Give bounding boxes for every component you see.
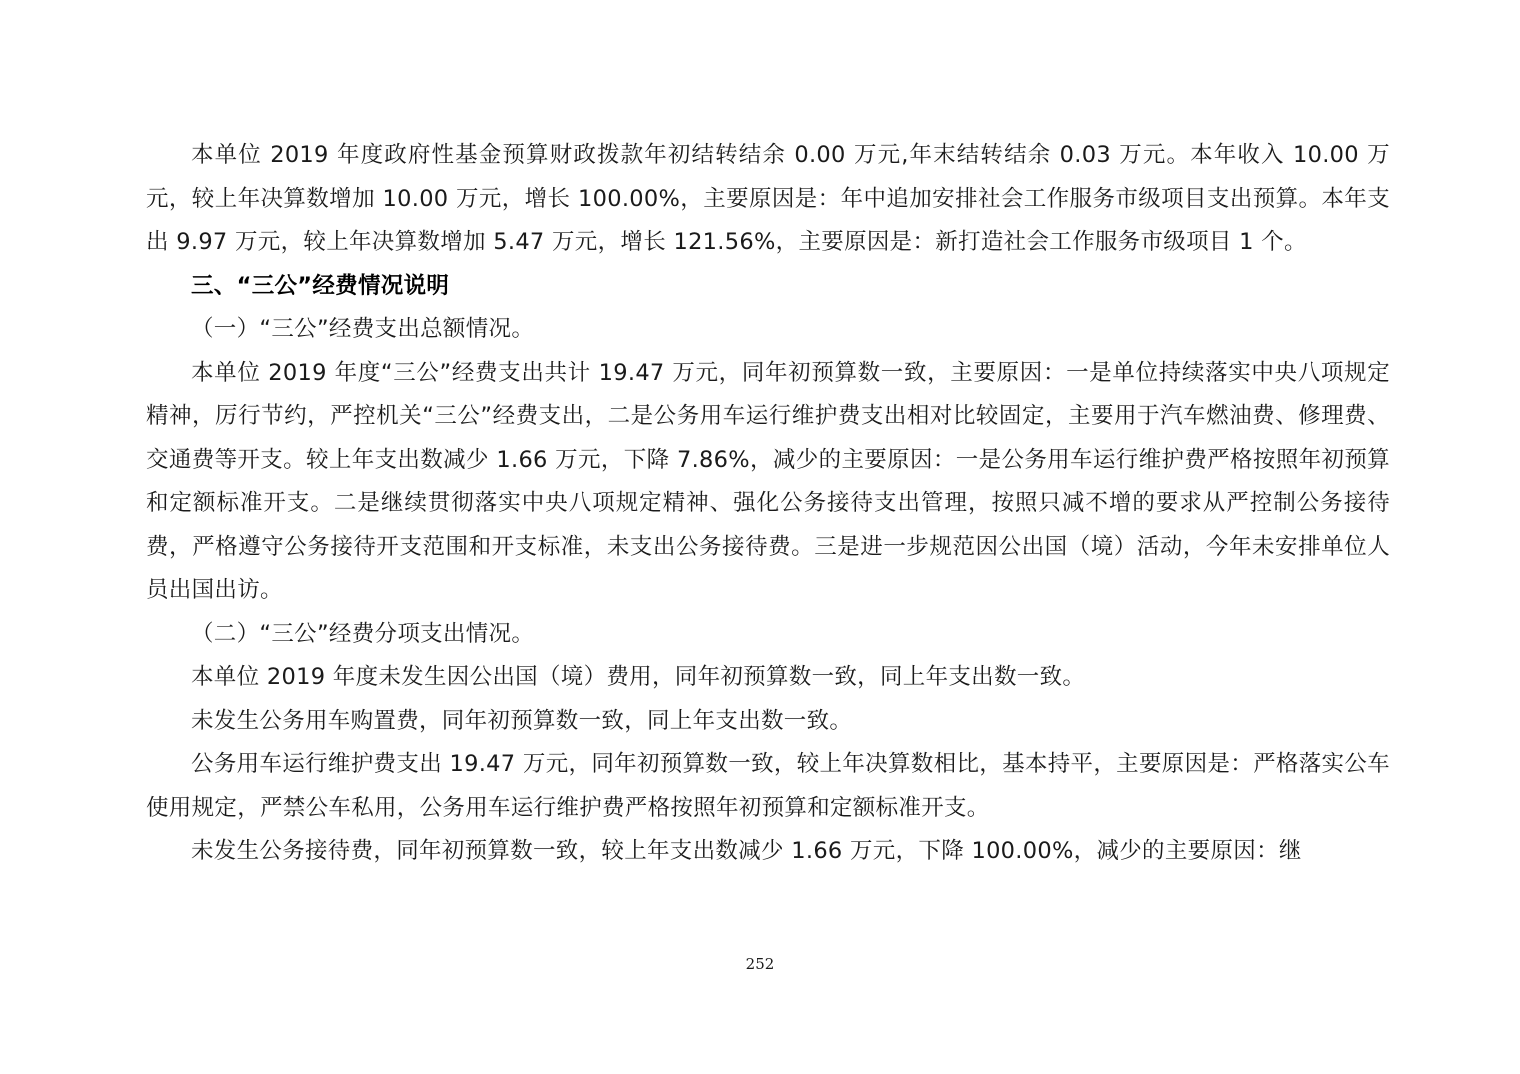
paragraph-official-reception: 未发生公务接待费，同年初预算数一致，较上年支出数减少 1.66 万元，下降 100.00%，减少的主要原因：继 — [191, 838, 1302, 864]
paragraph-fund-budget: 本单位 2019 年度政府性基金预算财政拨款年初结转结余 0.00 万元,年末结转结余 0.03 万元。本年收入 10.00 万元，较上年决算数增加 10.00 万元，增长 100.00%，主要原因是：年中追加安排社会工作服务市级项目支出预算。本年支出 9.97 万元，较上年决算数增加 5.47 万元，增长 121.56%，主要原因是：新打造社会工作服务市级项目 1 个。 — [146, 142, 1390, 255]
paragraph-total-expenses: 本单位 2019 年度“三公”经费支出共计 19.47 万元，同年初预算数一致，主要原因：一是单位持续落实中央八项规定精神，厉行节约，严控机关“三公”经费支出，二是公务用车运行维护费支出相对比较固定，主要用于汽车燃油费、修理费、交通费等开支。较上年支出数减少 1.66 万元，下降 7.86%，减少的主要原因：一是公务用车运行维护费严格按照年初预算和定额标准开支。二是继续贯彻落实中央八项规定精神、强化公务接待支出管理，按照只减不增的要求从严控制公务接待费，严格遵守公务接待开支范围和开支标准，未支出公务接待费。三是进一步规范因公出国（境）活动，今年未安排单位人员出国出访。 — [146, 359, 1390, 603]
subheading-total-expenses: （一）“三公”经费支出总额情况。 — [191, 316, 535, 342]
section-heading-three-public-expenses: 三、“三公”经费情况说明 — [191, 272, 450, 299]
paragraph-overseas-travel: 本单位 2019 年度未发生因公出国（境）费用，同年初预算数一致，同上年支出数一致。 — [191, 664, 1086, 690]
paragraph-vehicle-maintenance: 公务用车运行维护费支出 19.47 万元，同年初预算数一致，较上年决算数相比，基本持平，主要原因是：严格落实公车使用规定，严禁公车私用，公务用车运行维护费严格按照年初预算和定额标准开支。 — [146, 751, 1390, 821]
paragraph-vehicle-purchase: 未发生公务用车购置费，同年初预算数一致，同上年支出数一致。 — [191, 707, 853, 734]
document-body — [146, 134, 1390, 874]
page-number: 252 — [745, 955, 775, 973]
subheading-itemized-expenses: （二）“三公”经费分项支出情况。 — [191, 620, 535, 647]
